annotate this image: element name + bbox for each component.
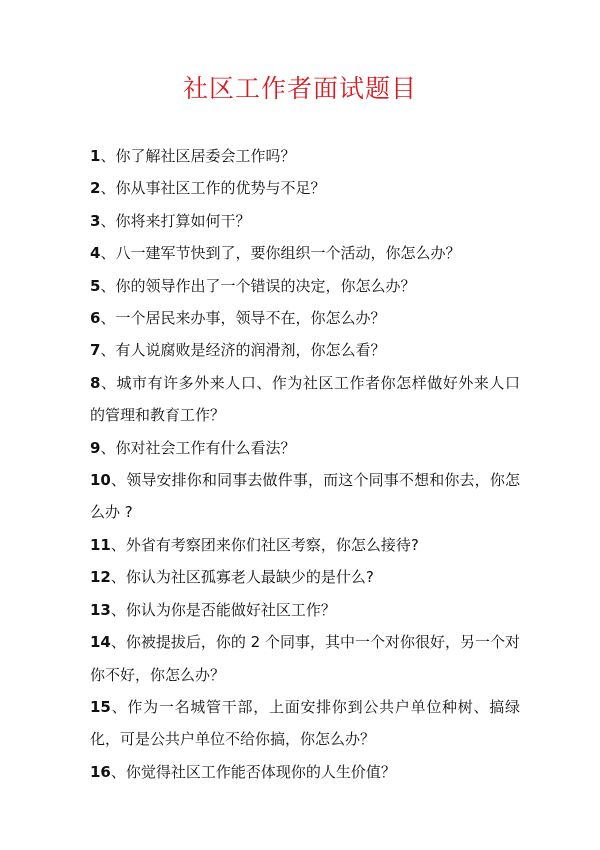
question-number: 9 、 [90, 439, 115, 457]
question-text: 八一建军节快到了，要你组织一个活动，你怎么办？ [115, 244, 461, 263]
question-number: 13 、 [90, 601, 126, 619]
question-text: 有人说腐败是经济的润滑剂，你怎么看？ [115, 341, 386, 360]
question-text: 你了解社区居委会工作吗？ [115, 147, 296, 165]
question-text: 一个居民来办事，领导不在，你怎么办？ [115, 309, 386, 328]
question-text: 你觉得社区工作能否体现你的人生价值？ [125, 762, 396, 781]
question-text: 城市有许多外来人口、作为社区工作者你怎样做好外来人口的管理和教育工作？ [90, 373, 520, 425]
question-text: 外省有考察团来你们社区考察，你怎么接待? [125, 535, 419, 554]
question-text: 你将来打算如何干？ [115, 211, 251, 230]
question-number: 14 、 [90, 633, 126, 651]
question-number: 8 、 [90, 374, 117, 392]
question-list [90, 140, 520, 788]
question-item [90, 594, 520, 626]
question-item [90, 270, 520, 302]
question-text: 你对社会工作有什么看法？ [115, 438, 296, 457]
question-item [90, 626, 520, 691]
question-number: 10 、 [90, 471, 126, 489]
question-item [90, 237, 520, 269]
question-text: 作为一名城管干部，上面安排你到公共户单位种树、搞绿化，可是公共户单位不给你搞，你怎么办？ [90, 697, 520, 749]
question-number: 11 、 [90, 536, 126, 554]
question-number: 3 、 [90, 212, 115, 230]
question-number: 7 、 [90, 341, 115, 359]
question-item [90, 756, 520, 788]
question-item [90, 172, 520, 204]
question-number: 16 、 [90, 763, 126, 781]
question-item [90, 334, 520, 366]
question-text: 你认为社区孤寡老人最缺少的是什么? [125, 568, 374, 587]
question-text: 你的领导作出了一个错误的决定，你怎么办？ [115, 276, 416, 295]
question-item [90, 140, 520, 172]
question-number: 6 、 [90, 309, 115, 327]
question-item [90, 302, 520, 334]
question-item [90, 561, 520, 593]
question-item [90, 464, 520, 529]
question-number: 15 、 [90, 698, 127, 716]
question-item [90, 367, 520, 432]
question-text: 你被提拔后，你的 2 个同事，其中一个对你很好，另一个对你不好，你怎么办？ [90, 633, 520, 684]
question-number: 2 、 [90, 179, 115, 197]
question-item [90, 205, 520, 237]
page-title: 社区工作者面试题目 [182, 74, 417, 103]
question-item [90, 432, 520, 464]
question-number: 5 、 [90, 277, 115, 295]
question-item [90, 529, 520, 561]
question-item [90, 691, 520, 756]
question-number: 1 、 [90, 147, 115, 165]
question-text: 领导安排你和同事去做件事，而这个同事不想和你去，你怎么办 ? [90, 471, 520, 522]
question-number: 12 、 [90, 568, 126, 586]
question-text: 你从事社区工作的优势与不足？ [115, 179, 326, 198]
question-number: 4 、 [90, 244, 115, 262]
question-text: 你认为你是否能做好社区工作？ [125, 600, 336, 619]
